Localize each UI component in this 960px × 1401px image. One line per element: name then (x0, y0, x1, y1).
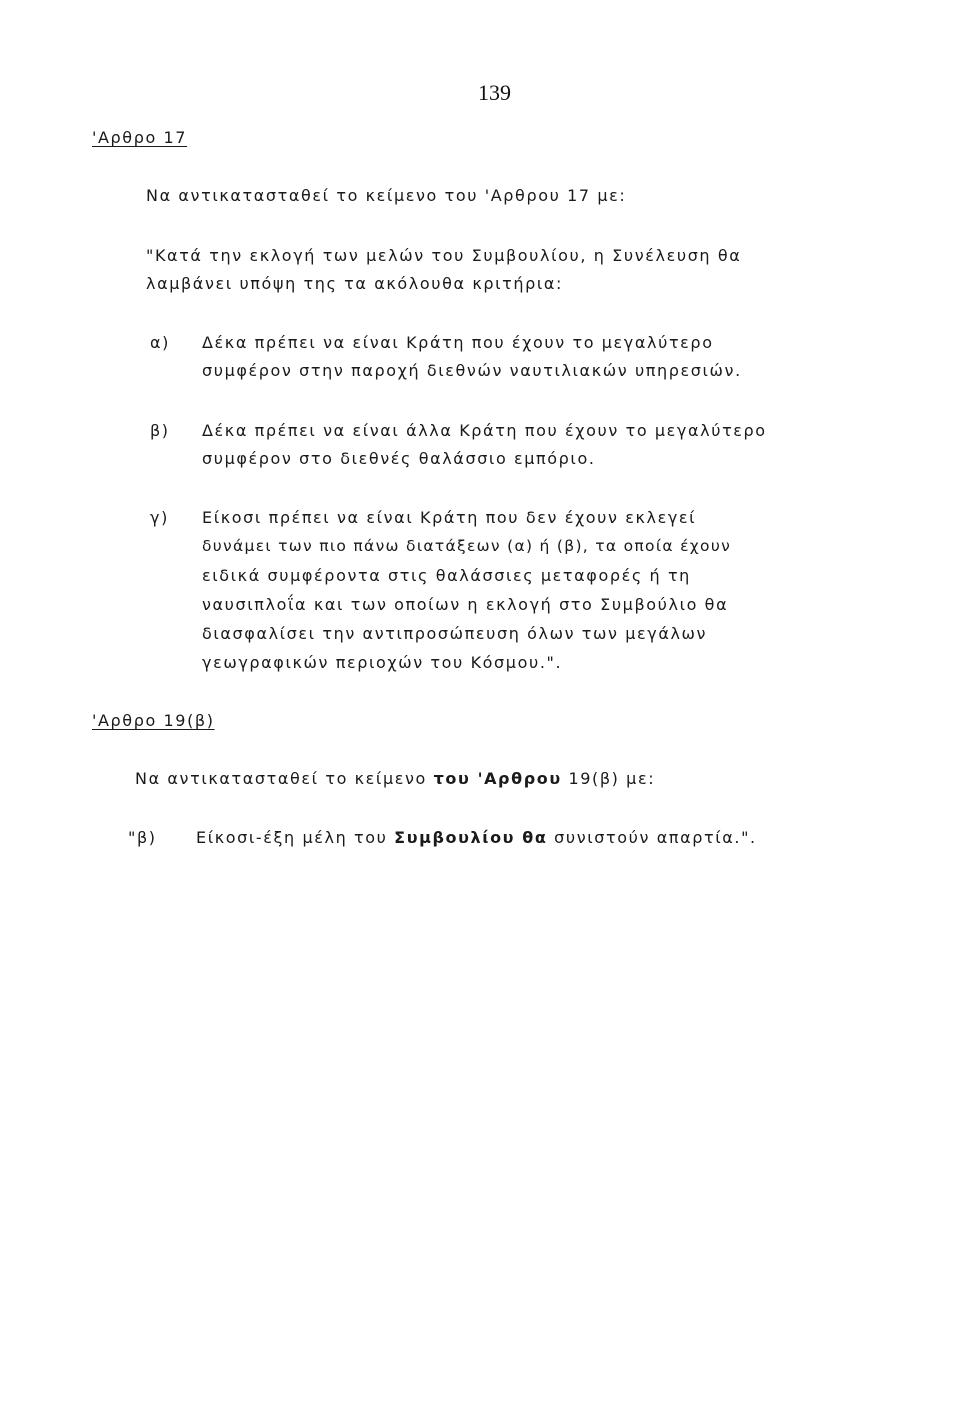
item-c-line-2: δυνάμει των πιο πάνω διατάξεων (α) ή (β), τα οποία έχουν (202, 537, 732, 555)
article-19b-text (196, 828, 757, 847)
item-c-label: γ) (150, 508, 169, 527)
article-19b-text-part-3: συνιστούν απαρτία.". (554, 828, 757, 847)
item-b-line-1: Δέκα πρέπει να είναι άλλα Κράτη που έχουν το μεγαλύτερο (202, 421, 767, 440)
item-a-line-1: Δέκα πρέπει να είναι Κράτη που έχουν το μεγαλύτερο (202, 333, 714, 352)
article-19b-intro-part-2: του 'Αρθρου (433, 769, 562, 788)
article-19b-heading: 'Αρθρο 19(β) (92, 711, 215, 730)
article-19b-text-part-1: Είκοσι-έξη μέλη του (196, 828, 388, 847)
article-17-intro: Να αντικατασταθεί το κείμενο του 'Αρθρου 17 με: (146, 186, 627, 205)
item-b-label: β) (150, 421, 170, 440)
item-a-line-2: συμφέρον στην παροχή διεθνών ναυτιλιακών υπηρεσιών. (202, 361, 742, 380)
item-b-line-2: συμφέρον στο διεθνές θαλάσσιο εμπόριο. (202, 449, 596, 468)
article-19b-intro-part-1: Να αντικατασταθεί το κείμενο (135, 769, 427, 788)
article-17-quote-line-2: λαμβάνει υπόψη της τα ακόλουθα κριτήρια: (146, 274, 563, 293)
item-c-line-6: γεωγραφικών περιοχών του Κόσμου.". (202, 653, 563, 672)
article-17-heading: 'Αρθρο 17 (92, 128, 188, 147)
item-a-label: α) (150, 333, 170, 352)
page-number: 139 (478, 80, 511, 105)
item-c-line-4: ναυσιπλοΐα και των οποίων η εκλογή στο Συμβούλιο θα (202, 595, 729, 614)
article-19b-label: "β) (128, 828, 157, 847)
article-19b-text-part-2: Συμβουλίου θα (394, 828, 548, 847)
item-c-line-5: διασφαλίσει την αντιπροσώπευση όλων των μεγάλων (202, 624, 708, 643)
article-19b-intro (135, 769, 655, 788)
item-c-line-3: ειδικά συμφέροντα στις θαλάσσιες μεταφορές ή τη (202, 566, 691, 585)
article-19b-intro-part-3: 19(β) με: (568, 769, 656, 788)
article-17-quote-line-1: "Κατά την εκλογή των μελών του Συμβουλίου, η Συνέλευση θα (146, 246, 742, 265)
item-c-line-1: Είκοσι πρέπει να είναι Κράτη που δεν έχουν εκλεγεί (202, 508, 697, 527)
